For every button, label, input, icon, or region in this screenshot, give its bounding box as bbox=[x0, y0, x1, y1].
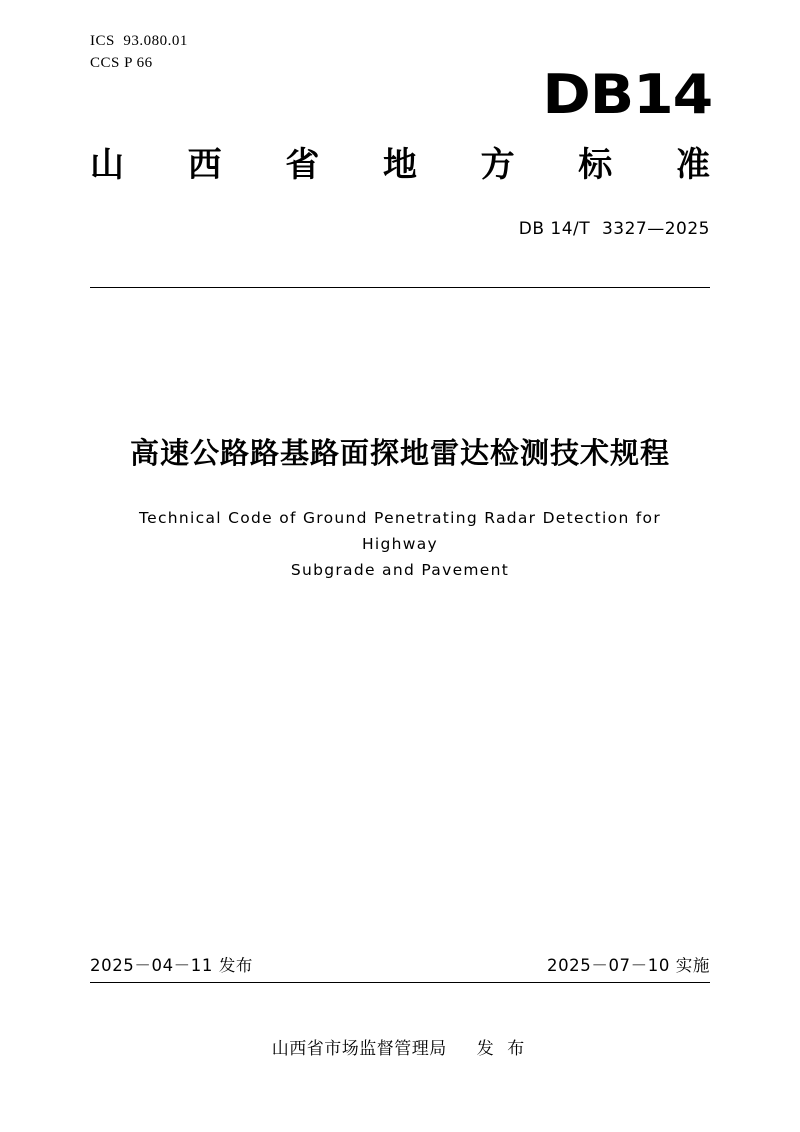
series-char-3: 省 bbox=[285, 145, 320, 185]
series-char-7: 准 bbox=[675, 145, 710, 185]
publisher-row bbox=[0, 1034, 800, 1059]
publisher-name: 山西省市场监督管理局 bbox=[271, 1039, 447, 1059]
series-char-6: 标 bbox=[578, 145, 613, 185]
footer-divider bbox=[90, 982, 710, 983]
document-title-english bbox=[100, 505, 700, 583]
ccs-code: CCS P 66 bbox=[90, 55, 153, 71]
series-char-2: 西 bbox=[187, 145, 222, 185]
document-title-english-line1: Technical Code of Ground Penetrating Radar Detection for Highway bbox=[138, 509, 662, 553]
document-title-english-line2: Subgrade and Pavement bbox=[290, 561, 510, 579]
classification-codes bbox=[90, 30, 188, 74]
publish-label: 发 布 bbox=[476, 1039, 529, 1059]
db-standard-mark: DB14 bbox=[542, 63, 712, 126]
issue-date: 2025－04－11 发布 bbox=[90, 956, 254, 975]
series-char-1: 山 bbox=[90, 145, 124, 185]
standard-series-title bbox=[90, 145, 710, 185]
header-divider bbox=[90, 287, 710, 288]
series-char-4: 地 bbox=[382, 145, 417, 185]
standard-number: DB 14/T 3327—2025 bbox=[518, 219, 710, 239]
series-char-5: 方 bbox=[480, 145, 515, 185]
ics-code: ICS 93.080.01 bbox=[90, 33, 188, 49]
effective-date: 2025－07－10 实施 bbox=[546, 956, 710, 975]
dates-row bbox=[90, 952, 710, 976]
document-title-chinese: 高速公路路基路面探地雷达检测技术规程 bbox=[129, 436, 670, 470]
